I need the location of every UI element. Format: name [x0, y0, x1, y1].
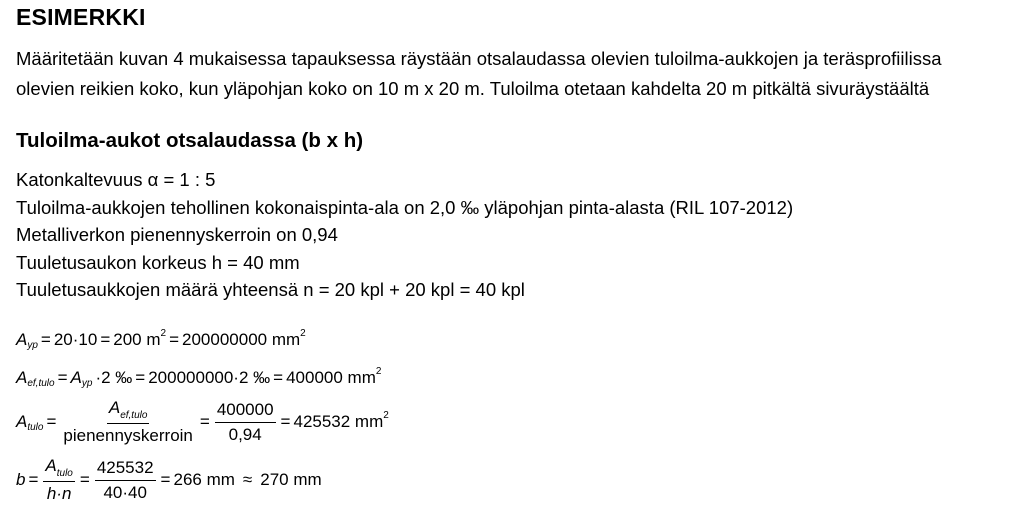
- eq3-symbol: A: [16, 412, 28, 431]
- eq2-symbol-2: A: [70, 368, 82, 387]
- eq2-subscript: ef,tulo: [27, 377, 55, 389]
- param-effective-area: Tuloilma-aukkojen tehollinen kokonaispinta-ala on 2,0 ‰ yläpohjan pinta-alasta (RIL 107-2012): [16, 196, 794, 218]
- eq4-result: 266 mm: [173, 470, 235, 489]
- eq4-rounded-result: 270 mm: [260, 470, 322, 489]
- eq1-exponent-3: 2: [300, 327, 306, 339]
- eq4-frac1-denominator: h·n: [46, 484, 72, 503]
- eq3-frac2-numerator: 400000: [215, 400, 276, 423]
- eq4-frac1-numerator-subscript: tulo: [56, 468, 73, 479]
- eq1-equals-3: =: [169, 330, 180, 349]
- page-title: ESIMERKKI: [16, 4, 146, 30]
- eq1-equals: =: [40, 330, 51, 349]
- eq3-frac1-denominator: pienennyskerroin: [63, 426, 193, 445]
- eq1-equals-2: =: [100, 330, 111, 349]
- eq1-subscript: yp: [27, 339, 38, 351]
- param-roof-slope: Katonkaltevuus α = 1 : 5: [16, 169, 216, 190]
- eq4-equals-3: =: [160, 470, 171, 489]
- eq3-frac2-denominator: 0,94: [228, 424, 262, 444]
- eq2-equals: =: [57, 368, 68, 387]
- eq3-equals: =: [46, 412, 57, 431]
- eq3-subscript: tulo: [27, 421, 44, 433]
- eq4-equals-2: =: [79, 470, 90, 489]
- equation-opening-width: [16, 456, 322, 504]
- equation-area-roof: [16, 327, 306, 351]
- eq1-term-3: 200000000 mm: [182, 330, 301, 349]
- eq4-equals: =: [28, 470, 39, 489]
- eq4-fraction-2: [95, 458, 156, 503]
- intro-line-2: olevien reikien koko, kun yläpohjan koko on 10 m x 20 m. Tuloilma otetaan kahdelta 20 m pitkältä sivuräystäältä: [16, 78, 930, 99]
- eq2-symbol: A: [16, 368, 28, 387]
- eq3-frac1-numerator-subscript: ef,tulo: [120, 410, 148, 421]
- param-reduction-factor: Metalliverkon pienennyskerroin on 0,94: [16, 224, 338, 245]
- param-opening-count: Tuuletusaukkojen määrä yhteensä n = 20 kpl + 20 kpl = 40 kpl: [16, 279, 525, 300]
- eq1-term-2: 200 m: [113, 330, 161, 349]
- eq1-term-1: 20·10: [53, 330, 98, 349]
- eq4-fraction-1: [43, 456, 74, 504]
- eq3-fraction-1: [61, 398, 194, 446]
- eq1-symbol: A: [16, 330, 28, 349]
- eq2-exponent-3: 2: [375, 365, 382, 377]
- equation-intake-area: [16, 398, 389, 446]
- eq4-frac2-numerator: 425532: [95, 458, 156, 481]
- eq3-fraction-2: [215, 400, 276, 445]
- intro-paragraph: [16, 44, 1024, 104]
- eq2-equals-2: =: [135, 368, 146, 387]
- eq4-frac1-numerator-symbol: A: [45, 456, 57, 475]
- eq2-term-2: 200000000·2 ‰: [148, 368, 271, 387]
- parameter-list: [16, 166, 793, 304]
- intro-line-1: Määritetään kuvan 4 mukaisessa tapauksessa räystään otsalaudassa olevien tuloilma-aukkojen ja teräsprofiilissa: [16, 48, 942, 69]
- eq3-exponent: 2: [383, 409, 389, 421]
- equation-effective-area: [16, 365, 382, 389]
- eq3-equals-2: =: [199, 412, 210, 431]
- eq2-term-1: ·2 ‰: [95, 368, 133, 387]
- section-heading: Tuloilma-aukot otsalaudassa (b x h): [16, 129, 364, 152]
- eq4-symbol: b: [16, 470, 26, 489]
- eq3-frac1-numerator-symbol: A: [108, 398, 121, 417]
- eq1-exponent-2: 2: [160, 327, 167, 339]
- param-opening-height: Tuuletusaukon korkeus h = 40 mm: [16, 251, 300, 273]
- eq2-equals-3: =: [273, 368, 284, 387]
- eq2-term-3: 400000 mm: [286, 368, 376, 387]
- eq4-frac2-denominator: 40·40: [103, 482, 147, 502]
- eq3-equals-3: =: [280, 412, 291, 431]
- eq4-approx: ≈: [242, 470, 253, 489]
- eq2-subscript-2: yp: [81, 377, 93, 389]
- eq3-result: 425532 mm: [293, 412, 384, 431]
